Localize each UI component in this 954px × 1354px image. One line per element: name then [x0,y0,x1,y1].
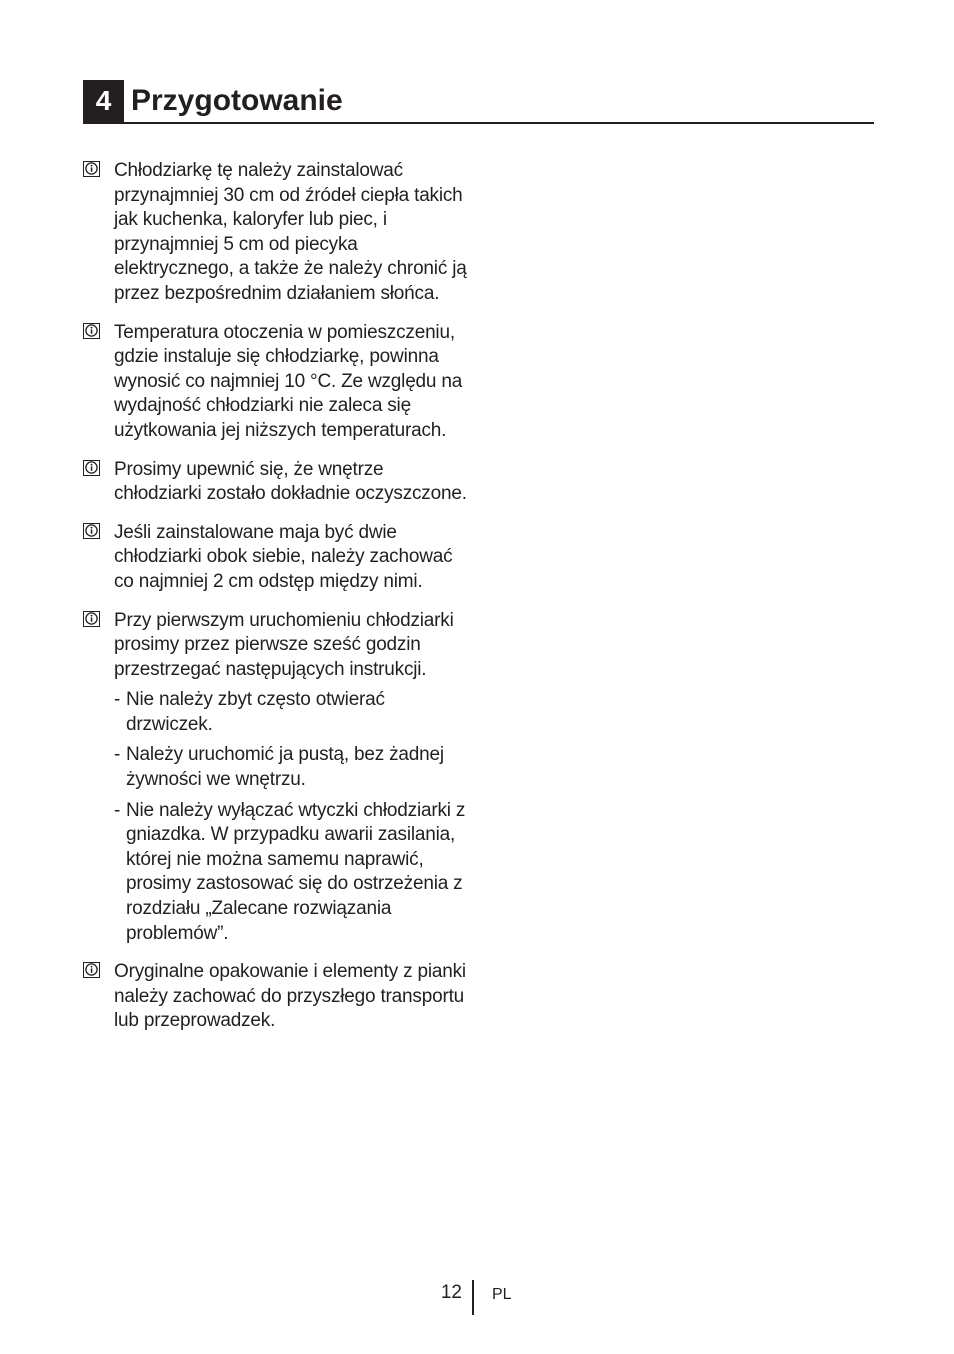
info-icon [83,962,100,978]
note-clean-interior [83,458,473,507]
first-start-instructions [114,688,473,946]
chapter-title: Przygotowanie [131,84,343,117]
chapter-header [83,80,874,124]
list-item-text: Nie należy wyłączać wtyczki chłodziarki z gniazdka. W przypadku awarii zasilania, której nie można samemu naprawić, prosimy zastosować się do ostrzeżenia z rozdziału „Zalecane rozwiązania problemów”. [126,799,466,944]
note-installation-distance [83,159,473,307]
notes-column [83,159,473,1048]
info-icon [83,323,100,339]
chapter-number: 4 [83,80,124,122]
list-item: - Nie należy wyłączać wtyczki chłodziarki z gniazdka. W przypadku awarii zasilania, której nie można samemu naprawić, prosimy zastosować się do ostrzeżenia z rozdziału „Zalecane rozwiązania problemów”. [114,799,466,944]
note-text: Prosimy upewnić się, że wnętrze chłodziarki zostało dokładnie oczyszczone. [114,458,467,505]
note-text: Jeśli zainstalowane maja być dwie chłodziarki obok siebie, należy zachować co najmniej 2 cm odstęp między nimi. [114,521,453,592]
note-ambient-temperature [83,321,473,444]
list-item-text: Nie należy zbyt często otwierać drzwiczek. [126,689,385,735]
note-text: Chłodziarkę tę należy zainstalować przynajmniej 30 cm od źródeł ciepła takich jak kuchenka, kaloryfer lub piec, i przynajmniej 5 cm od piecyka elektrycznego, a także że należy chronić ją przez bezpośrednim działaniem słońca. [114,160,467,304]
info-icon [83,460,100,476]
info-icon [83,611,100,627]
page-number: 12 [440,1282,462,1303]
page-footer [0,1280,954,1316]
info-icon [83,161,100,177]
list-item: - Należy uruchomić ja pustą, bez żadnej żywności we wnętrzu. [114,744,444,791]
info-icon [83,523,100,539]
note-text: Temperatura otoczenia w pomieszczeniu, gdzie instaluje się chłodziarkę, powinna wynosić co najmniej 10 °C. Ze względu na wydajność chłodziarki nie zaleca się użytkowania jej niższych temperaturach. [114,321,463,441]
note-two-fridges-spacing [83,521,473,595]
note-text: Oryginalne opakowanie i elementy z pianki należy zachować do przyszłego transportu lub przeprowadzek. [114,961,466,1032]
note-text: Przy pierwszym uruchomieniu chłodziarki prosimy przez pierwsze sześć godzin przestrzegać następujących instrukcji. [114,609,454,680]
list-item-text: Należy uruchomić ja pustą, bez żadnej żywności we wnętrzu. [126,744,444,791]
note-original-packaging [83,960,473,1034]
list-item: - Nie należy zbyt często otwierać drzwiczek. [114,689,385,735]
note-first-start [83,609,473,947]
language-code: PL [492,1286,512,1303]
footer-divider [472,1280,474,1315]
